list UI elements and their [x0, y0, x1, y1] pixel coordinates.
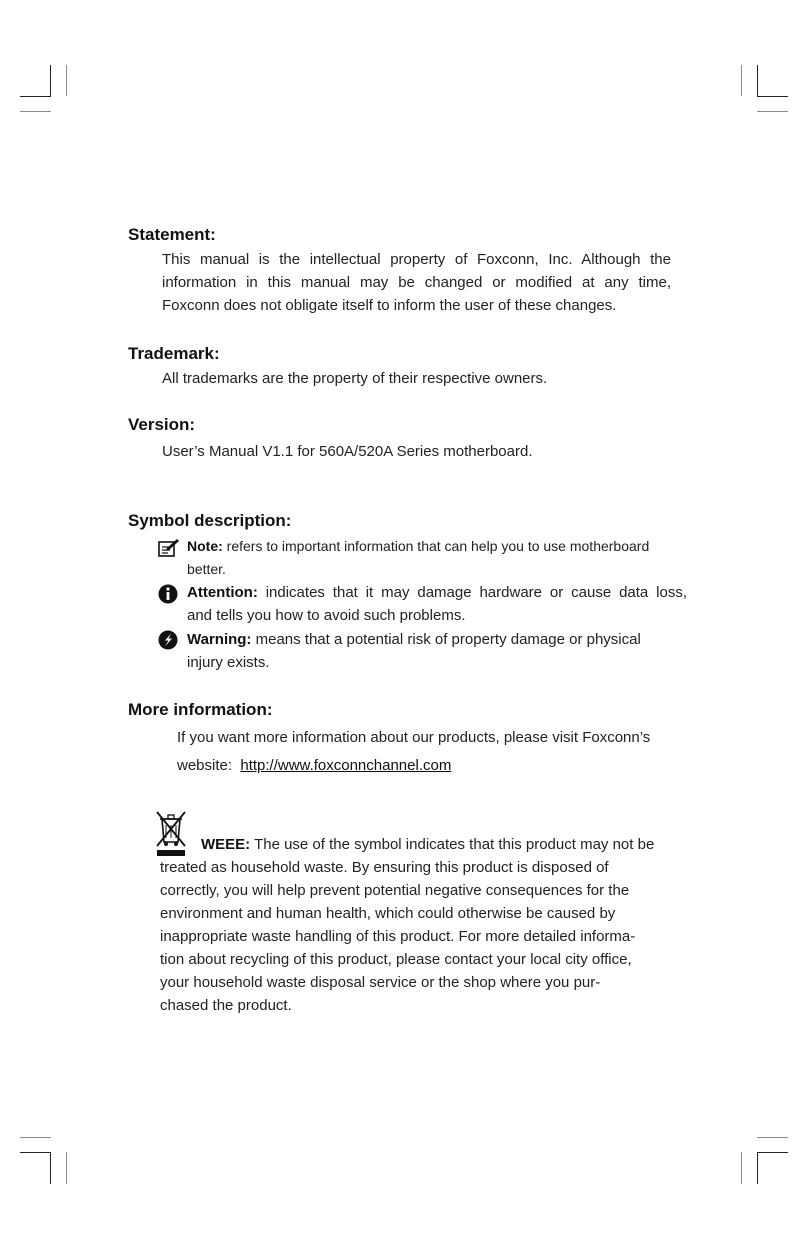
weee-text: [160, 833, 654, 1017]
warning-text: means that a potential risk of property damage or physical: [251, 631, 641, 648]
website-label: website:: [177, 757, 233, 774]
statement-line: information in this manual may be changed or modified at any time,: [162, 274, 671, 291]
attention-text: indicates that it may damage hardware or cause data loss,: [257, 584, 687, 601]
weee-line: correctly, you will help prevent potential negative consequences for the: [160, 882, 630, 899]
version-text: User’s Manual V1.1 for 560A/520A Series motherboard.: [162, 443, 533, 460]
attention-description: [187, 581, 687, 627]
crop-mark: [757, 65, 758, 96]
trademark-text: All trademarks are the property of their respective owners.: [162, 370, 548, 387]
crop-mark: [50, 65, 51, 96]
warning-icon: [158, 630, 178, 650]
more-information-text: [177, 724, 650, 780]
crop-mark: [66, 65, 67, 96]
statement-heading: Statement:: [128, 225, 216, 244]
crop-mark: [757, 1152, 758, 1184]
crop-mark: [66, 1152, 67, 1184]
warning-description: [187, 628, 641, 674]
crop-mark: [741, 65, 742, 96]
crop-mark: [20, 111, 51, 112]
weee-line: inappropriate waste handling of this product. For more detailed informa-: [160, 928, 636, 945]
weee-label: WEEE:: [201, 836, 251, 853]
warning-text: injury exists.: [187, 654, 270, 671]
crop-mark: [757, 111, 788, 112]
note-text: refers to important information that can help you to use motherboard: [222, 538, 650, 554]
note-label: Note:: [187, 538, 223, 554]
version-heading: Version:: [128, 415, 196, 434]
weee-line: The use of the symbol indicates that this product may not be: [250, 836, 655, 853]
weee-line: your household waste disposal service or the shop where you pur-: [160, 974, 601, 991]
note-description: [187, 535, 649, 581]
statement-line: Foxconn does not obligate itself to inform the user of these changes.: [162, 297, 617, 314]
note-icon: [158, 538, 178, 558]
weee-line: tion about recycling of this product, please contact your local city office,: [160, 951, 632, 968]
website-link[interactable]: http://www.foxconnchannel.com: [240, 757, 452, 774]
crop-mark: [757, 1137, 788, 1138]
crop-mark: [50, 1152, 51, 1184]
more-information-heading: More information:: [128, 700, 273, 719]
crop-mark: [20, 1152, 51, 1153]
crop-mark: [757, 96, 788, 97]
statement-text: [162, 248, 671, 317]
crop-mark: [741, 1152, 742, 1184]
attention-label: Attention:: [187, 584, 258, 601]
attention-icon: [158, 584, 178, 604]
crop-mark: [20, 1137, 51, 1138]
more-information-line: If you want more information about our products, please visit Foxconn’s: [177, 729, 651, 746]
symbol-description-heading: Symbol description:: [128, 511, 292, 530]
weee-line: environment and human health, which could otherwise be caused by: [160, 905, 616, 922]
trademark-heading: Trademark:: [128, 344, 220, 363]
weee-line: chased the product.: [160, 997, 292, 1014]
note-text: better.: [187, 561, 226, 577]
crop-mark: [20, 96, 51, 97]
crop-mark: [757, 1152, 788, 1153]
statement-line: This manual is the intellectual property of Foxconn, Inc. Although the: [162, 251, 671, 268]
weee-line: treated as household waste. By ensuring this product is disposed of: [160, 859, 609, 876]
warning-label: Warning:: [187, 631, 252, 648]
attention-text: and tells you how to avoid such problems.: [187, 607, 466, 624]
